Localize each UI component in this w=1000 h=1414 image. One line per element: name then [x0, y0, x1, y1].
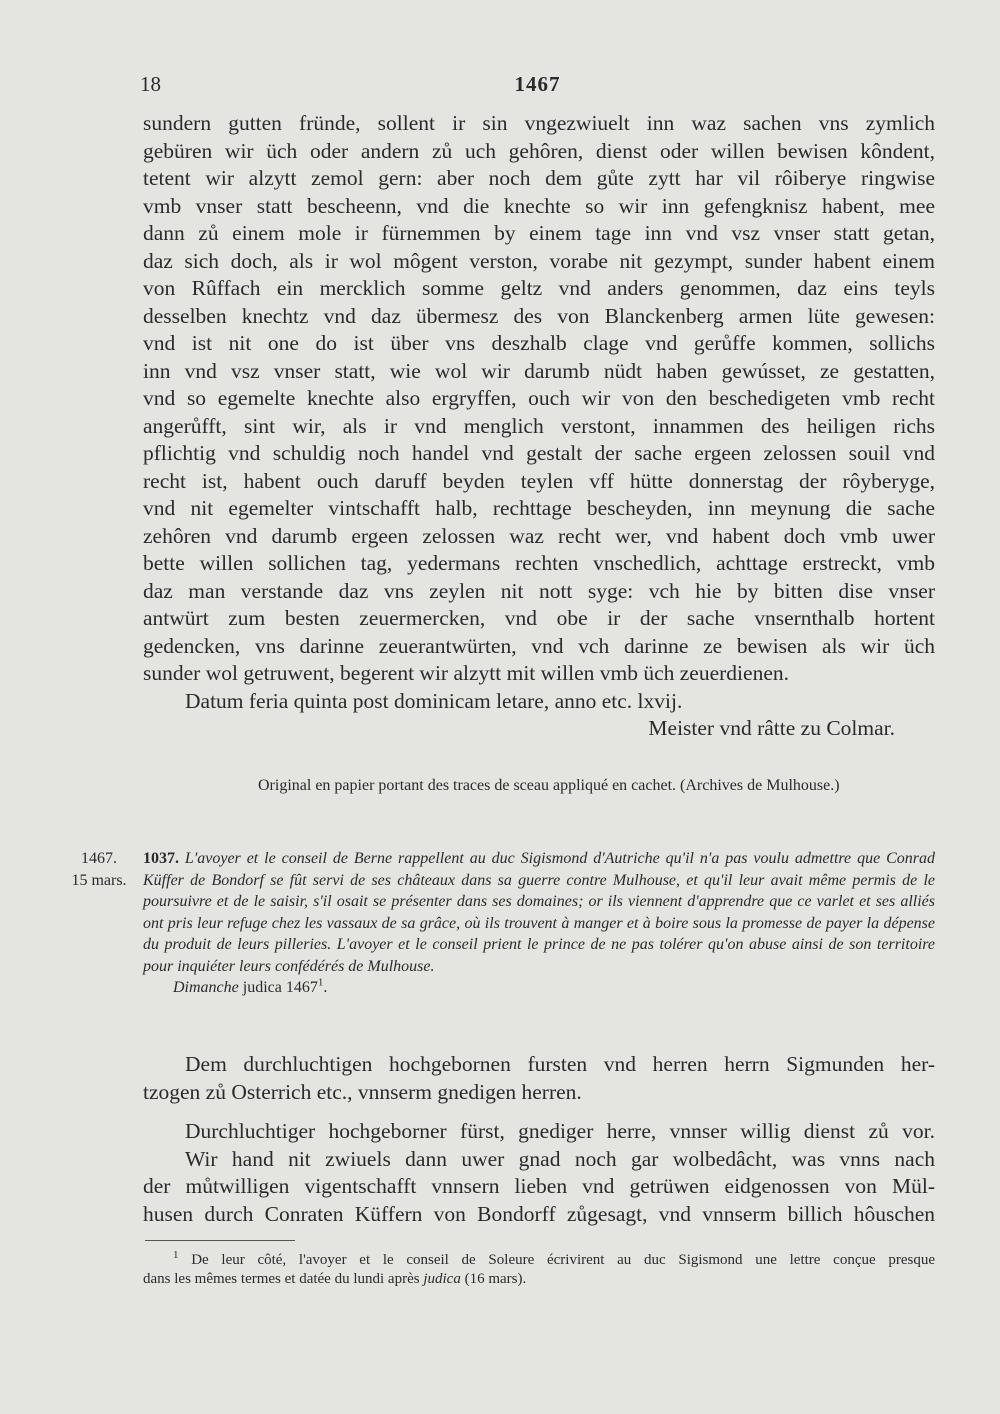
entry-date-italic: Dimanche — [173, 979, 239, 996]
letter-berne — [143, 1051, 935, 1228]
letter-line: dann zů einem mole ir fürnemmen by einem tage inn vnd vsz vnser statt getan, — [143, 221, 935, 245]
letter-colmar — [143, 110, 935, 743]
footnote-rule — [145, 1240, 295, 1241]
letter-line: von Rûffach ein mercklich somme geltz vnd anders genommen, daz eins teyls — [143, 276, 935, 300]
footnote-line: $^1$ De leur côté, l'avoyer et le conseil de Soleure écrivirent au duc Sigismond une lettre conçue presque — [173, 1249, 935, 1268]
letter-signature: Meister vnd râtte zu Colmar. — [648, 716, 895, 740]
letter-body — [143, 1118, 935, 1228]
margin-date — [64, 848, 134, 892]
letter-line: sunder wol getruwent, begerent wir alzytt mit willen vmb üch zeuerdienen. — [143, 661, 789, 685]
entry-summary-text: L'avoyer et le conseil de Berne rappellent au duc Sigismond d'Autriche qu'il n'a pas voulu admettre que Conrad Küffer de Bondorf se fût servi de ses châteaux dans sa guerre contre Mulhouse, et qu'il leur avait même permis de le poursuivre et de le saisir, s'il osait se présenter dans ses domaines; or ils viennent d'apprendre que ce varlet et ses alliés ont pris leur refuge chez les vassaux de sa grâce, où ils trouvent à manger et à boire sous la promesse de payer la dépense du produit de leurs pilleries. L'avoyer et le conseil prient le prince de ne pas tolérer qu'on abuse ainsi de son territoire pour inquiéter leurs confédérés de Mulhouse. — [143, 850, 935, 975]
letter-body — [143, 110, 935, 688]
margin-year: 1467. — [81, 850, 117, 867]
letter-line: daz sich doch, als ir wol môgent verston, vorabe nit gezympt, sunder habent einem — [143, 248, 935, 273]
entry-dateline: Dimanche judica 1467$^1$. — [173, 976, 328, 996]
footnote-reference[interactable]: 1 — [317, 976, 324, 989]
greeting-line: Durchluchtiger hochgeborner fürst, gnediger herre, vnnser willig dienst zů vor. — [185, 1119, 935, 1143]
footnote-line: dans les mêmes termes et datée du lundi après judica (16 mars). — [143, 1271, 527, 1287]
letter-line: tetent wir alzytt zemol gern: aber noch dem gůte zytt har vil rôiberye ringwise — [143, 166, 935, 190]
letter-line: bette willen sollichen tag, yedermans rechten vnschedlich, achttage erstreckt, vmb — [143, 551, 935, 575]
letter-line: desselben knechtz vnd daz übermesz des von Blanckenberg armen lüte gewesen: — [143, 303, 935, 328]
body-line: husen durch Conraten Küffern von Bondorff zůgesagt, vnd vnnserm billich hôuschen — [143, 1201, 935, 1226]
footnote — [143, 1251, 935, 1289]
letter-line: gedencken, vns darinne zeuerantwürten, vnd vch darinne ze bewisen als wir üch — [143, 633, 935, 658]
document-entry — [143, 848, 935, 999]
letter-line: vmb vnser statt bescheenn, vnd die knechte so wir inn gefengknisz habent, mee — [143, 193, 935, 218]
letter-line: vnd so egemelte knechte also ergryffen, ouch wir von den beschedigeten vmb recht — [143, 386, 935, 410]
letter-line: pflichtig vnd schuldig noch handel vnd gestalt der sache ergeen zelossen souil vnd — [143, 441, 935, 465]
letter-line: angerůfft, sint wir, als ir vnd menglich verstont, innammen des heiligen richs — [143, 413, 935, 438]
letter-line: sundern gutten fründe, sollent ir sin vngezwiuelt inn waz sachen vns zymlich — [143, 111, 935, 135]
running-head-year: 1467 — [514, 72, 561, 96]
body-line: der můtwilligen vigentschafft vnnsern lieben vnd getrüwen eidgenossen von Mül- — [143, 1174, 935, 1198]
margin-day: 15 mars. — [71, 872, 127, 889]
letter-line: zehôren vnd darumb ergeen zelossen waz recht wer, vnd habent doch vmb uwer — [143, 523, 935, 548]
body-line: Wir hand nit zwiuels dann uwer gnad noch gar wolbedâcht, was vnns nach — [185, 1146, 935, 1171]
letter-line: daz man verstande daz vns zeylen nit nott syge: vch hie by bitten dise vnser — [143, 578, 935, 603]
letter-line: antwürt zum besten zeuermercken, vnd obe ir der sache vnsernthalb hortent — [143, 606, 935, 630]
letter-line: inn vnd vsz vnser statt, wie wol wir darumb nüdt haben gewússet, ze gestatten, — [143, 358, 935, 383]
page-number: 18 — [140, 72, 161, 96]
letter-line: vnd nit egemelter vintschafft halb, rechttage bescheyden, inn meynung die sache — [143, 496, 935, 520]
letter-line: gebüren wir üch oder andern zů uch gehôren, dienst oder willen bewisen kôndent, — [143, 138, 935, 163]
letter-line: vnd ist nit one do ist über vns deszhalb clage vnd gerůffe kommen, sollichs — [143, 331, 935, 355]
address-line: Dem durchluchtigen hochgebornen fursten vnd herren herrn Sigmunden her- — [185, 1052, 935, 1076]
entry-summary — [143, 848, 935, 977]
entry-date-rest: judica 1467 — [242, 979, 318, 996]
address-line: tzogen zů Osterrich etc., vnnserm gnedigen herren. — [143, 1079, 582, 1104]
letter-line: recht ist, habent ouch daruff beyden teylen vff hütte donnerstag der rôyberyge, — [143, 468, 935, 493]
source-note: Original en papier portant des traces de sceau appliqué en cachet. (Archives de Mulhouse.) — [258, 777, 840, 794]
entry-number: 1037. — [143, 850, 179, 867]
footnote-mark: 1 — [173, 1249, 179, 1261]
letter-address — [143, 1051, 935, 1106]
page-header — [140, 72, 935, 100]
letter-datum: Datum feria quinta post dominicam letare, anno etc. lxvij. — [185, 688, 683, 713]
